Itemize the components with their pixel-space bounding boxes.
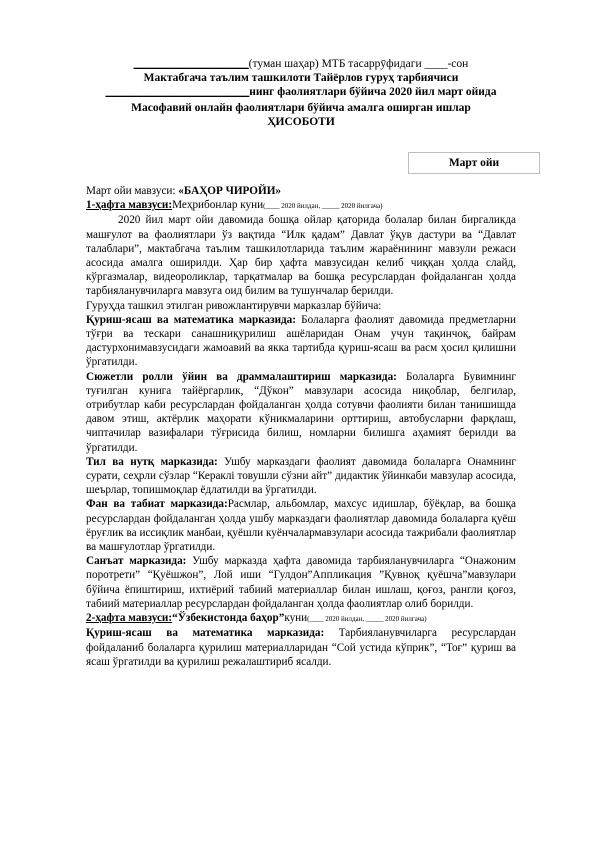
center-paragraph: [86, 554, 516, 611]
week1-dates: (____ 2020 йилдан, _____ 2020 йилгача): [263, 202, 383, 211]
header-line-2: Мактабгача таълим ташкилоти Тайёрлов гуруҳ тарбиячиси: [143, 72, 459, 84]
week1-heading: [86, 198, 516, 213]
week2-center-name: Қуриш-ясаш ва математика марказида:: [86, 627, 325, 640]
center-name: Қуриш-ясаш ва математика марказида:: [86, 313, 296, 326]
center-text: Болаларга фаолият давомида предметларни тўғри ва тескари санашниқурилиш ашёларидан Онам учун тақинчоқ, байрам дастурхонимавзусидаги жамоавий ва якка тартибда қуриш-ясаш ва расм ҳосил қилишни ўргатилди.: [86, 313, 516, 369]
week2-title-suffix: куни: [284, 612, 308, 625]
week2-center-paragraph: [86, 626, 516, 669]
month-box: Март ойи: [408, 152, 540, 174]
center-paragraph: [86, 497, 516, 554]
center-paragraph: [86, 313, 516, 370]
month-theme: [86, 184, 516, 198]
week2-title: “Ўзбекистонда баҳор”: [172, 612, 285, 625]
week1-title: Меҳрибонлар куни: [172, 199, 264, 212]
report-title: ҲИСОБОТИ: [267, 116, 335, 128]
week2-heading: [86, 611, 516, 626]
month-theme-label: Март ойи мавзуси:: [86, 185, 179, 197]
header-blank-1: ____________________: [133, 58, 249, 70]
center-text: Ушбу марказда ҳафта давомида тарбияланувчиларга “Онажоним поротрети” “Қуёшжон”, Лой иши “Гулдон”Аппликация ”Қувноқ қуёшча”мавзулари бўйича ёпиштириш, ихтиёрий табиий материаллар билан ишлаш, қоғоз, рангли қоғоз, табиий материаллар ресурслардан фойдаланган ҳолда фаолиятлар олиб борилди.: [86, 555, 516, 610]
week2-center-text: Тарбияланувчиларга ресурслардан фойдаланиб болаларга қурилиш материалларидан “Сой устида кўприк”, “Тоғ” қуриш ва ясаш ўргатилди ва қурилиш режалаштириб ясалди.: [86, 627, 516, 668]
center-name: Тил ва нутқ марказида:: [86, 455, 218, 468]
centers-intro: Гуруҳда ташкил этилган ривожлантирувчи марказлар бўйича:: [86, 299, 382, 312]
week1-label: 1-ҳафта мавзуси:: [86, 199, 173, 212]
header-text-3: нинг фаолиятлари бўйича 2020 йил март ойида: [249, 86, 497, 98]
week2-dates: (____ 2020 йилдан, _____ 2020 йилгача): [307, 615, 427, 624]
center-text: Ушбу марказдаги фаолият давомида болаларга Онамнинг сурати, сеҳрли сўзлар “Кераклi товушли сўзни айт” дидактик ўйинкаби мавзулар асосида, шеърлар, топишмоқлар ёдлатилди ва ўргатилди.: [86, 455, 516, 497]
week2-label: 2-ҳафта мавзуси:: [86, 612, 173, 625]
header-line-4: Масофавий онлайн фаолиятлари бўйича амалга оширган ишлар: [131, 102, 471, 114]
center-text: Расмлар, альбомлар, махсус идишлар, бўёқлар, ва бошқа ресурслардан фойдаланган ҳолда ушбу марказдаги фаолиятлар давомида болаларга қуёш ёруғлик ва иссиқлик манбаи, қуёшли куёнчалармавзулари асосида тажрибали фаолиятлар ва машғулотлар ўргатилди.: [86, 498, 516, 554]
header-line-3: [66, 86, 536, 100]
center-paragraph: [86, 455, 516, 498]
body-text: [86, 184, 516, 669]
header-blank-2: _________________________: [105, 86, 250, 98]
center-name: Санъат марказида:: [86, 555, 187, 568]
center-name: Фан ва табиат марказида:: [86, 498, 228, 511]
header-line-1: [86, 58, 516, 72]
center-name: Сюжетли ролли ўйин ва драммалаштириш марказида:: [86, 370, 397, 383]
center-text: Болаларга Бувимнинг туғилган кунига тайёргарлик, “Дўкон” мавзулари асосида ниқоблар, белгилар, отрибутлар каби ресурслардан фойдаланган ҳолда сотувчи фаолияти билан танишишда давом этиш, актёрлик маҳорати кўникмаларини орттириш, автобусларни фарқлаш, чиптачилар вазифалари тўғрисида билиш, номларни билишга аҳамият берилди ва ўргатилди.: [86, 370, 516, 454]
header-text-1: (туман шаҳар) МТБ тасаррӯфидаги ____-сон: [248, 58, 469, 70]
month-theme-value: «БАҲОР ЧИРОЙИ»: [178, 185, 282, 197]
week1-paragraph: 2020 йил март ойи давомида бошқа ойлар қаторида болалар билан биргаликда машғулот ва фаолиятлари ўз вақтида “Илк қадам” Давлат ўқув дастури ва “Давлат талаблари”, мактабгача таълим ташкилотларида таълим жараёнининг мавзули режаси асосида амалга оширилди. Ҳар бир ҳафта мавзусидан келиб чиққан ҳолда слайд, кўргазмалар, видеороликлар, тарқатмалар ва бошқа ресурслардан фойдаланган ҳолда тарбияланувчиларга мавзуга оид билим ва тушунчалар берилди.: [86, 214, 516, 298]
center-paragraph: [86, 370, 516, 455]
